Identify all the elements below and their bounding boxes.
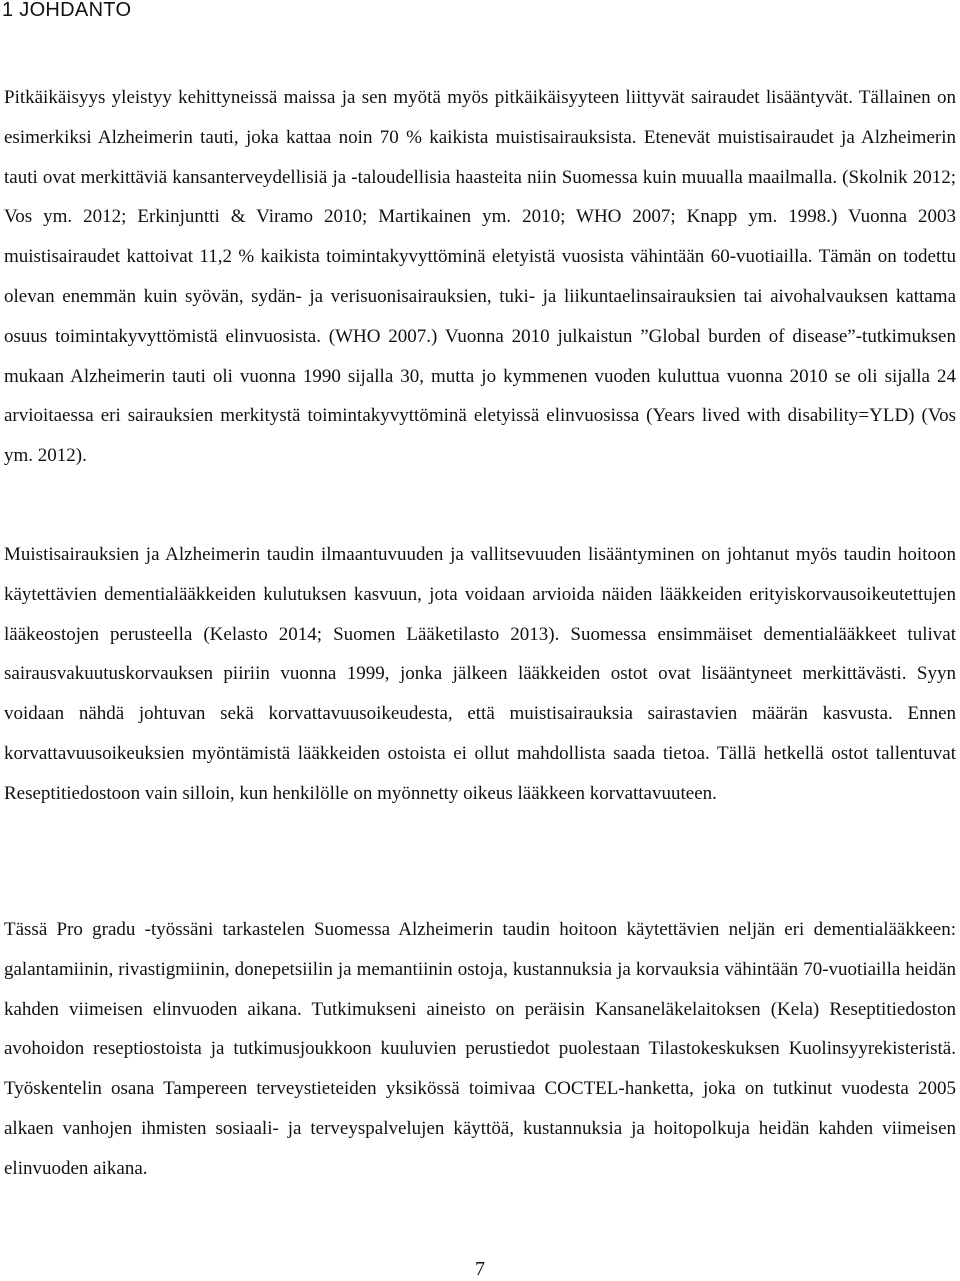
- chapter-heading: 1 JOHDANTO: [2, 0, 132, 21]
- paragraph-introduction: Pitkäikäisyys yleistyy kehittyneissä maissa ja sen myötä myös pitkäikäisyyteen liittyvät sairaudet lisääntyvät. Tällainen on esimerkiksi Alzheimerin tauti, joka kattaa noin 70 % kaikista muistisairauksista. Etenevät muistisairaudet ja Alzheimerin tauti ovat merkittäviä kansanterveydellisiä ja -taloudellisia haasteita niin Suomessa kuin muualla maailmalla. (Skolnik 2012; Vos ym. 2012; Erkinjuntti & Viramo 2010; Martikainen ym. 2010; WHO 2007; Knapp ym. 1998.) Vuonna 2003 muistisairaudet kattoivat 11,2 % kaikista toimintakyvyttöminä eletyistä vuosista vähintään 60-vuotiailla. Tämän on todettu olevan enemmän kuin syövän, sydän- ja verisuonisairauksien, tuki- ja liikuntaelinsairauksien tai aivohalvauksen kattama osuus toimintakyvyttömistä elinvuosista. (WHO 2007.) Vuonna 2010 julkaistun ”Global burden of disease”-tutkimuksen mukaan Alzheimerin tauti oli vuonna 1990 sijalla 30, mutta jo kymmenen vuoden kuluttua vuonna 2010 se oli sijalla 24 arvioitaessa eri sairauksien merkitystä toimintakyvyttöminä eletyissä elinvuosissa (Years lived with disability=YLD) (Vos ym. 2012).: [4, 87, 956, 467]
- paragraph-thesis-scope: Tässä Pro gradu -työssäni tarkastelen Suomessa Alzheimerin taudin hoitoon käytettävien neljän eri dementialääkkeen: galantamiinin, rivastigmiinin, donepetsiilin ja memantiinin ostoja, kustannuksia ja korvauksia vähintään 70-vuotiailla heidän kahden viimeisen elinvuoden aikana. Tutkimukseni aineisto on peräisin Kansaneläkelaitoksen (Kela) Reseptitiedoston avohoidon reseptiostoista ja tutkimusjoukkoon kuuluvien perustiedot puolestaan Tilastokeskuksen Kuolinsyyrekisteristä. Työskentelin osana Tampereen terveystieteiden yksikössä toimivaa COCTEL-hanketta, joka on tutkinut vuodesta 2005 alkaen vanhojen ihmisten sosiaali- ja terveyspalvelujen käyttöä, kustannuksia ja hoitopolkuja heidän kahden viimeisen elinvuoden aikana.: [4, 919, 956, 1179]
- page-number: 7: [475, 1258, 485, 1280]
- paragraph-medication-use: Muistisairauksien ja Alzheimerin taudin ilmaantuvuuden ja vallitsevuuden lisääntyminen on johtanut myös taudin hoitoon käytettävien dementialääkkeiden kulutuksen kasvuun, jota voidaan arvioida näiden lääkkeiden erityiskorvausoikeutettujen lääkeostojen perusteella (Kelasto 2014; Suomen Lääketilasto 2013). Suomessa ensimmäiset dementialääkkeet tulivat sairausvakuutuskorvauksen piiriin vuonna 1999, jonka jälkeen lääkkeiden ostot ovat lisääntyneet merkittävästi. Syyn voidaan nähdä johtuvan sekä korvattavuusoikeudesta, että muistisairauksia sairastavien määrän kasvusta. Ennen korvattavuusoikeuksien myöntämistä lääkkeiden ostoista ei ollut mahdollista saada tietoa. Tällä hetkellä ostot tallentuvat Reseptitiedostoon vain silloin, kun henkilölle on myönnetty oikeus lääkkeen korvattavuuteen.: [4, 544, 956, 804]
